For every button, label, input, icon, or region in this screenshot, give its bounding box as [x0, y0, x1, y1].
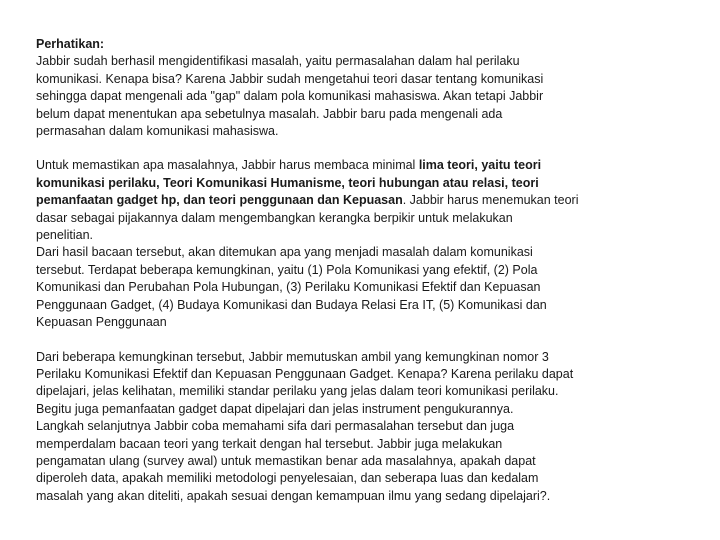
bold-text: pemanfaatan gadget hp, dan teori penggunaan dan Kepuasan: [36, 193, 403, 208]
text-line: [36, 157, 680, 174]
text-line: Dari hasil bacaan tersebut, akan ditemukan apa yang menjadi masalah dalam komunikasi: [36, 245, 533, 260]
text-line: Langkah selanjutnya Jabbir coba memahami sifa dari permasalahan tersebut dan juga: [36, 419, 515, 434]
text-line: Kepuasan Penggunaan: [36, 315, 167, 330]
text-line: Perilaku Komunikasi Efektif dan Kepuasan Penggunaan Gadget. Kenapa? Karena perilaku dapat: [36, 366, 574, 381]
text-line: Begitu juga pemanfaatan gadget dapat dipelajari dan jelas instrument pengukurannya.: [36, 401, 514, 416]
text-line: komunikasi. Kenapa bisa? Karena Jabbir sudah mengetahui teori dasar tentang komunikasi: [36, 71, 544, 86]
text-line: memperdalam bacaan teori yang terkait dengan hal tersebut. Jabbir juga melakukan: [36, 436, 503, 451]
text-line: Dari beberapa kemungkinan tersebut, Jabbir memutuskan ambil yang kemungkinan nomor 3: [36, 349, 549, 364]
plain-text: . Jabbir harus menemukan teori: [402, 193, 579, 208]
bold-text: lima teori, yaitu teori: [418, 158, 542, 173]
text-line: sehingga dapat mengenali ada "gap" dalam pola komunikasi mahasiswa. Akan tetapi Jabbir: [36, 89, 544, 104]
paragraph-spacer: [36, 140, 680, 157]
text-line: Jabbir sudah berhasil mengidentifikasi masalah, yaitu permasalahan dalam hal perilaku: [36, 54, 520, 69]
paragraph-spacer: [36, 332, 680, 349]
text-line: Penggunaan Gadget, (4) Budaya Komunikasi dan Budaya Relasi Era IT, (5) Komunikasi dan: [36, 297, 547, 312]
text-line: penelitian.: [36, 228, 93, 243]
text-line: tersebut. Terdapat beberapa kemungkinan, yaitu (1) Pola Komunikasi yang efektif, (2) Pola: [36, 262, 538, 277]
text-line: belum dapat menentukan apa sebetulnya masalah. Jabbir baru pada mengenali ada: [36, 106, 503, 121]
text-line: [36, 192, 680, 209]
paragraph-perhatikan: [36, 36, 680, 140]
bold-text-line: komunikasi perilaku, Teori Komunikasi Humanisme, teori hubungan atau relasi, teori: [36, 175, 539, 190]
paragraph-keputusan: [36, 349, 680, 506]
text-line: Komunikasi dan Perubahan Pola Hubungan, (3) Perilaku Komunikasi Efektif dan Kepuasan: [36, 280, 541, 295]
text-line: dipelajari, jelas kelihatan, memiliki standar perilaku yang jelas dalam teori komunikasi perilaku.: [36, 384, 559, 399]
text-line: permasahan dalam komunikasi mahasiswa.: [36, 124, 279, 139]
paragraph-teori: [36, 157, 680, 331]
text-line: diperoleh data, apakah memiliki metodologi penyelesaian, dan seberapa luas dan kedalam: [36, 471, 539, 486]
paragraph-heading: Perhatikan:: [36, 37, 105, 51]
text-line: dasar sebagai pijakannya dalam mengembangkan kerangka berpikir untuk melakukan: [36, 210, 513, 225]
text-line: masalah yang akan diteliti, apakah sesuai dengan kemampuan ilmu yang sedang dipelajari?.: [36, 488, 551, 503]
plain-text: Untuk memastikan apa masalahnya, Jabbir harus membaca minimal: [36, 158, 419, 173]
text-line: pengamatan ulang (survey awal) untuk memastikan benar ada masalahnya, apakah dapat: [36, 453, 536, 468]
